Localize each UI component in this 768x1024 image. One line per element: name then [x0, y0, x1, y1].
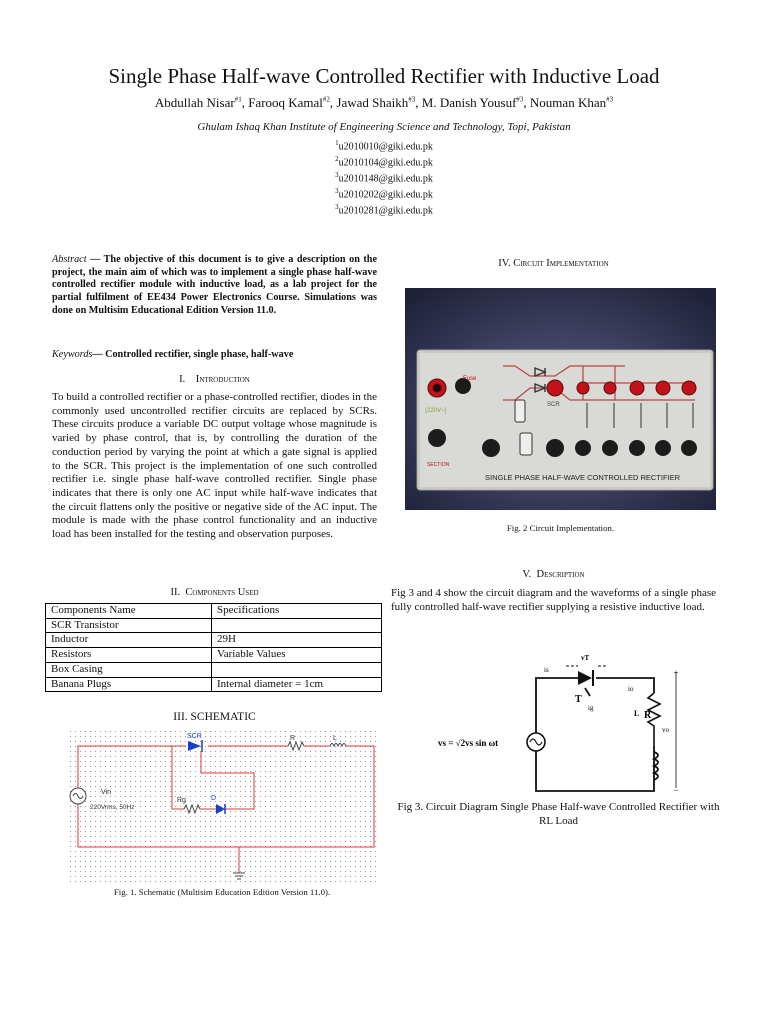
minus-sign: −: [673, 785, 679, 795]
author-name: Nouman Khan: [529, 95, 607, 110]
ac-source-symbol: [527, 733, 545, 751]
section-heading-description: V. Description: [522, 569, 585, 580]
resistor-rg: [184, 805, 200, 813]
author-list: Abdullah Nisar$^{\#1}$, Farooq Kamal$^{\#2}$, Jawad Shaikh$^{\#3}$, M. Danish Yousuf$^{\#3}$, Nouman Khan$^{\#3}$: [154, 95, 614, 110]
thyristor-symbol: [578, 670, 593, 686]
label-l: L: [634, 709, 640, 718]
label-t: T: [575, 694, 582, 705]
table-row: [46, 633, 382, 648]
label-is: is: [544, 666, 549, 674]
plus-sign: +: [673, 668, 679, 678]
circuit-photo-drawing: [405, 288, 716, 510]
table-cell: 29H: [212, 633, 382, 648]
section-heading-introduction: I. Introduction: [179, 374, 250, 385]
photo-label-ac: (220V~): [425, 408, 447, 414]
table-cell: SCR Transistor: [46, 618, 212, 633]
description-text: Fig 3 and 4 show the circuit diagram and the waveforms of a single phase fully controlled half-wave rectifier supplying a resistive inductive load.: [391, 587, 716, 614]
author-mark: #3: [408, 95, 416, 104]
photo-label-scr: SCR: [547, 402, 560, 408]
section-heading-components: II. Components Used: [170, 587, 259, 598]
keywords: [52, 349, 377, 360]
keywords-label: Keywords: [52, 349, 93, 360]
table-row: [46, 677, 382, 692]
table-cell: Resistors: [46, 648, 212, 663]
label-ig: ig: [588, 704, 594, 712]
label-r: R: [290, 735, 296, 742]
figure-2-caption: Fig. 2 Circuit Implementation.: [506, 523, 615, 533]
author-mark: #2: [322, 95, 330, 104]
table-header-row: [46, 604, 382, 619]
author-name: Jawad Shaikh: [336, 95, 409, 110]
label-scr: SCR: [187, 733, 202, 740]
email-1: $^1$u2010010@giki.edu.pk: [335, 139, 433, 153]
keywords-text: — Controlled rectifier, single phase, half-wave: [92, 349, 294, 360]
resistor-r: [288, 742, 304, 750]
label-vt: vT: [581, 654, 590, 662]
section-heading-implementation: IV. Circuit Implementation: [498, 258, 609, 269]
table-row: [46, 662, 382, 677]
author-mark: #1: [234, 95, 242, 104]
author-name: Abdullah Nisar: [154, 95, 235, 110]
abstract-text: — The objective of this document is to give a description on the project, the main aim of which was to implement a single phase half-wave controlled rectifier module with inductive load, as a lab project for the partial fulfilment of EE434 Power Electronics Course. Simulations was done on Multisim Educational Edition Version 11.0.: [52, 254, 377, 316]
table-cell: [212, 662, 382, 677]
photo-banner: SINGLE PHASE HALF-WAVE CONTROLLED RECTIFIER: [485, 473, 681, 482]
email-3: $^3$u2010148@giki.edu.pk: [335, 171, 433, 185]
label-rg: Rg: [177, 797, 186, 804]
abstract: [52, 254, 377, 318]
author-mark: #3: [606, 95, 614, 104]
inductor-l: [330, 744, 346, 747]
ac-source-symbol: [70, 788, 86, 804]
figure-3-caption: Fig 3. Circuit Diagram Single Phase Half-wave Controlled Rectifier with RL Load: [397, 801, 720, 827]
author-name: Farooq Kamal: [248, 95, 323, 110]
schematic-drawing: [68, 729, 380, 884]
author-mark: #3: [516, 95, 524, 104]
label-vo: vo: [662, 726, 669, 734]
label-d: D: [211, 795, 217, 802]
affiliation: Ghulam Ishaq Khan Institute of Engineering Science and Technology, Topi, Pakistan: [197, 121, 571, 133]
abstract-label: Abstract: [52, 254, 87, 265]
ground-symbol: [233, 873, 245, 879]
author-name: M. Danish Yousuf: [421, 95, 517, 110]
table-cell: Internal diameter = 1cm: [212, 677, 382, 692]
label-l: L: [333, 735, 337, 742]
diode-d: [216, 804, 225, 814]
label-vin: Vin: [101, 789, 111, 796]
table-header-cell: Components Name: [46, 604, 212, 619]
table-row: [46, 618, 382, 633]
table-header-cell: Specifications: [212, 604, 382, 619]
table-cell: [212, 618, 382, 633]
table-cell: Variable Values: [212, 648, 382, 663]
table-cell: Inductor: [46, 633, 212, 648]
email-5: $^3$u2010281@giki.edu.pk: [335, 203, 433, 217]
email-2: $^2$u2010104@giki.edu.pk: [335, 155, 433, 169]
table-cell: Banana Plugs: [46, 677, 212, 692]
section-heading-schematic: III. SCHEMATIC: [173, 711, 256, 723]
label-r: R: [644, 710, 652, 721]
scr-symbol: [188, 740, 202, 752]
circuit-photo: [405, 288, 716, 510]
photo-label-section: SECTION: [427, 462, 450, 468]
paper-title: Single Phase Half-wave Controlled Rectifier with Inductive Load: [108, 64, 660, 88]
photo-label-fuse: Fuse: [463, 376, 477, 382]
source-equation: vs = √2vs sin ωt: [438, 738, 499, 748]
figure-1-caption: Fig. 1. Schematic (Multisim Education Edition Version 11.0).: [113, 887, 331, 897]
label-vin-spec: 220Vrms, 50Hz: [90, 804, 135, 811]
rl-circuit-diagram: [438, 648, 678, 796]
email-4: $^3$u2010202@giki.edu.pk: [335, 187, 433, 201]
introduction-text: To build a controlled rectifier or a phase-controlled rectifier, diodes in the commonly used uncontrolled rectifier circuits are replaced by SCRs. These circuits produce a variable DC output voltage whose magnitude is varied by phase control, that is, by controlling the duration of the conduction period by varying the point at which a gate signal is applied to the SCR. This project is the implementation of one such controlled rectifier i.e. single phase half-wave controlled rectifier. Single phase indicates that there is only one AC input while half-wave indicates that the circuit flattens only the positive or negative side of the AC input. The module is made with the phase control functionality and an inductive load has been installed for the testing and observation purposes.: [52, 391, 377, 541]
table-cell: Box Casing: [46, 662, 212, 677]
schematic-figure: [68, 729, 380, 884]
table-row: [46, 648, 382, 663]
label-io: io: [628, 685, 634, 693]
components-table: [45, 603, 382, 692]
